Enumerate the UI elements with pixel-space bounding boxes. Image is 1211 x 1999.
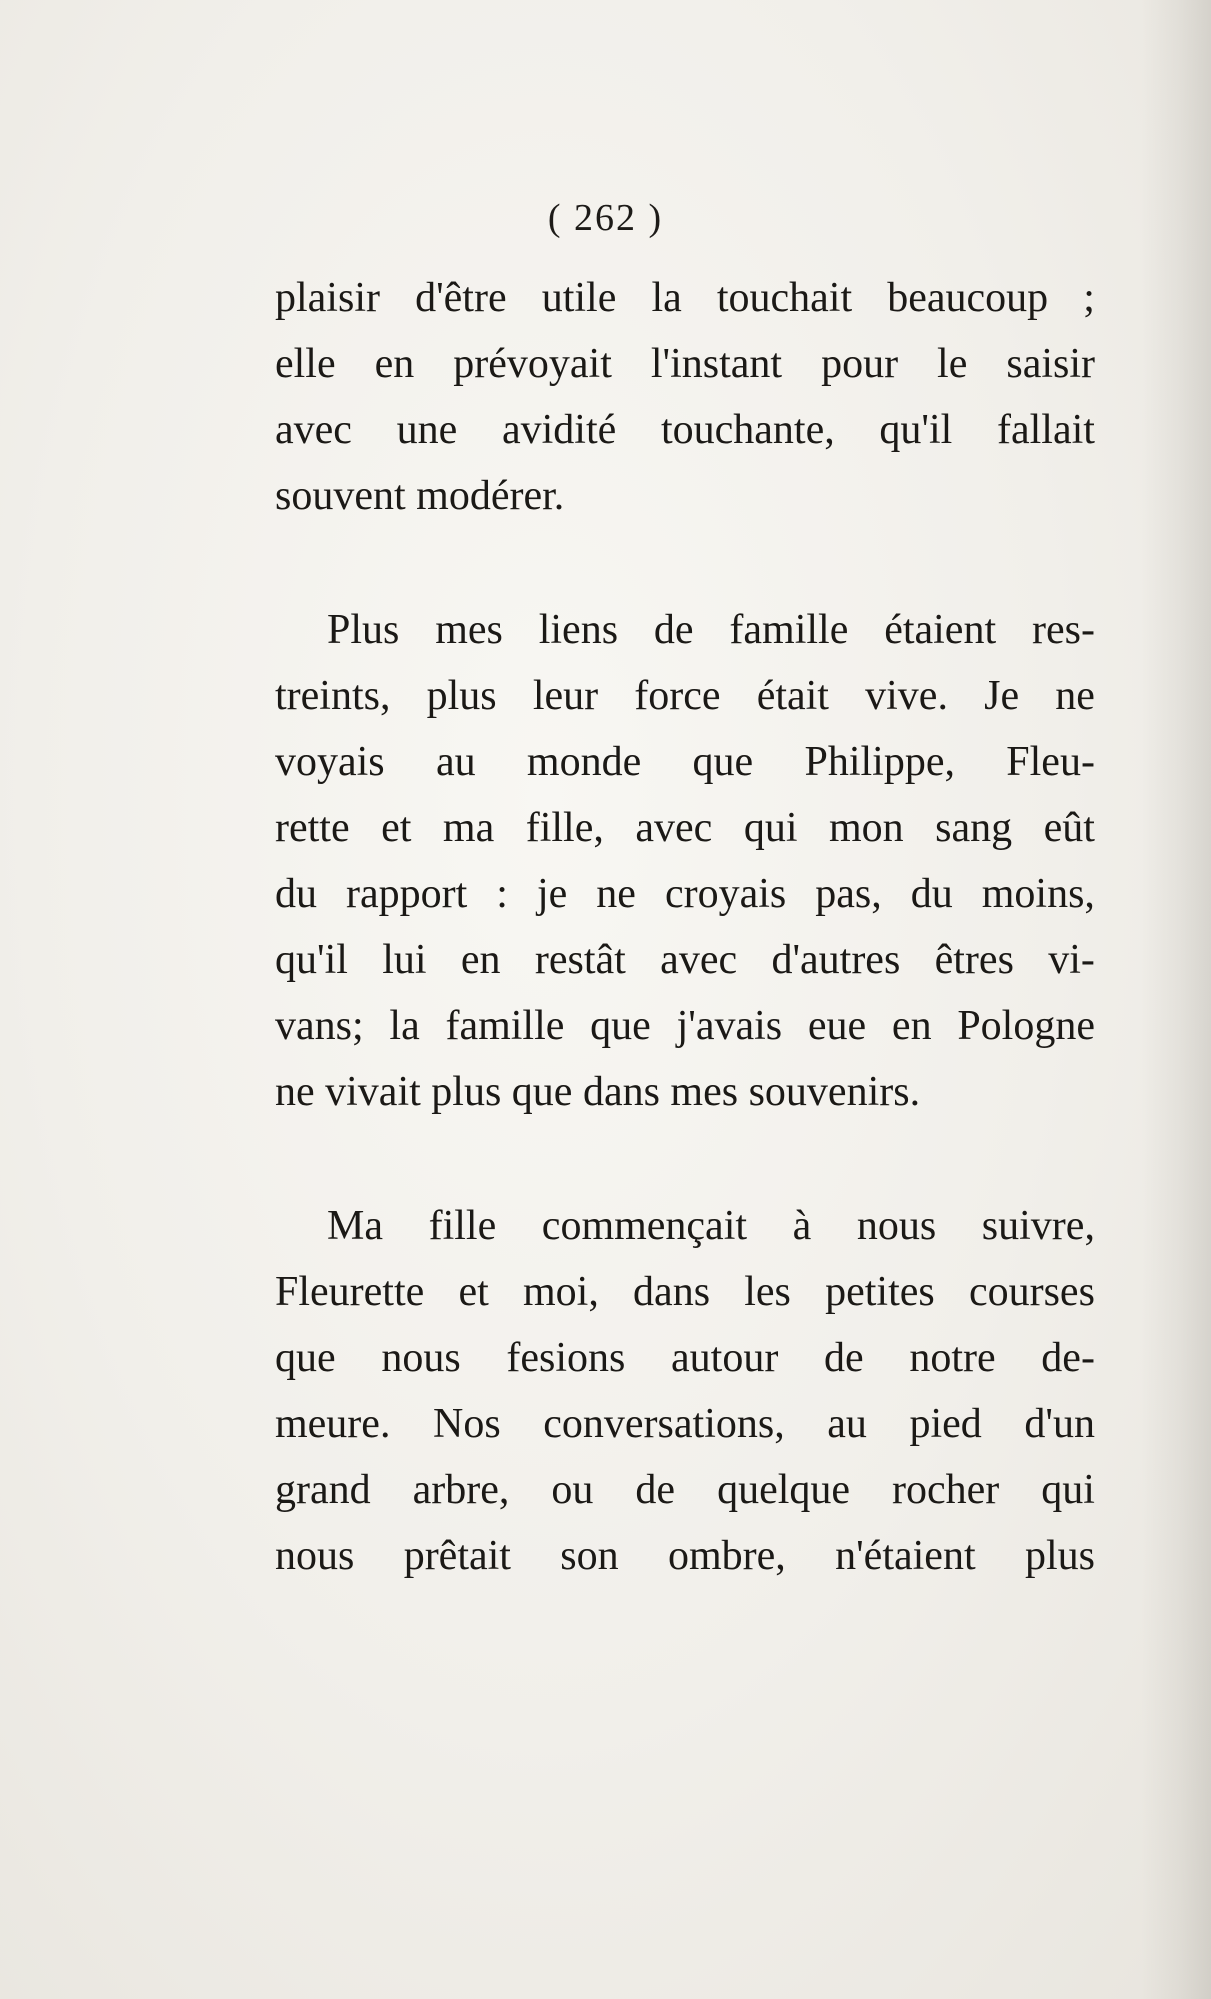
text-line: grand arbre, ou de quelque rocher qui: [275, 1467, 1095, 1513]
paragraph-3: [275, 1193, 1095, 1589]
text-line: treints, plus leur force était vive. Je ne: [275, 673, 1095, 719]
text-line: du rapport : je ne croyais pas, du moins,: [275, 871, 1095, 917]
paragraph-2: [275, 597, 1095, 1125]
text-line: vans; la famille que j'avais eue en Pologne: [275, 1003, 1095, 1049]
text-line: nous prêtait son ombre, n'étaient plus: [275, 1533, 1095, 1579]
paragraph-1: [275, 265, 1095, 529]
text-line: voyais au monde que Philippe, Fleu-: [275, 739, 1095, 785]
text-line: rette et ma fille, avec qui mon sang eût: [275, 805, 1095, 851]
text-line: plaisir d'être utile la touchait beaucoup ;: [275, 275, 1095, 321]
text-line: souvent modérer.: [275, 473, 565, 519]
text-line: Plus mes liens de famille étaient res-: [327, 607, 1095, 653]
body-text: [275, 265, 1095, 1589]
text-line: Ma fille commençait à nous suivre,: [327, 1203, 1095, 1249]
text-line: qu'il lui en restât avec d'autres êtres vi-: [275, 937, 1095, 983]
text-line: meure. Nos conversations, au pied d'un: [275, 1401, 1095, 1447]
text-line: que nous fesions autour de notre de-: [275, 1335, 1095, 1381]
page-gutter-shadow: [1141, 0, 1211, 1999]
text-line: avec une avidité touchante, qu'il fallait: [275, 407, 1095, 453]
text-line: ne vivait plus que dans mes souvenirs.: [275, 1069, 921, 1115]
page-number: ( 262 ): [547, 197, 664, 239]
text-line: elle en prévoyait l'instant pour le saisir: [275, 341, 1095, 387]
text-line: Fleurette et moi, dans les petites courses: [275, 1269, 1095, 1315]
